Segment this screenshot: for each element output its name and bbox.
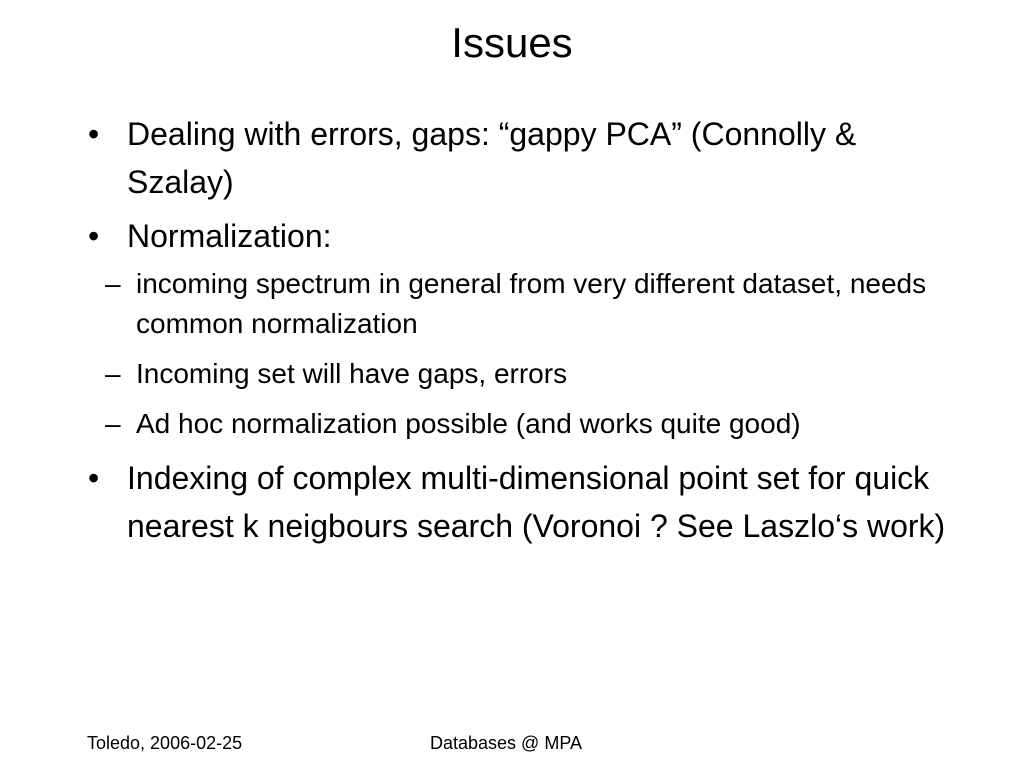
bullet-item xyxy=(88,454,968,550)
slide-title: Issues xyxy=(451,19,573,66)
bullet-list xyxy=(88,110,968,556)
sub-bullet-text: Ad hoc normalization possible (and works quite good) xyxy=(136,408,801,439)
bullet-text: Dealing with errors, gaps: “gappy PCA” (Connolly & Szalay) xyxy=(127,116,857,200)
bullet-text: Normalization: xyxy=(127,218,332,254)
bullet-marker: • xyxy=(88,116,100,152)
bullet-marker: • xyxy=(88,460,100,496)
dash-marker: – xyxy=(105,408,121,439)
footer-title: Databases @ MPA xyxy=(430,733,582,753)
dash-marker: – xyxy=(105,268,121,299)
sub-bullet-group xyxy=(92,264,968,444)
dash-marker: – xyxy=(105,358,121,389)
bullet-text: Indexing of complex multi-dimensional point set for quick nearest k neigbours search (Voronoi ? See Laszlo‘s work) xyxy=(127,460,946,544)
sub-bullet-item xyxy=(92,404,968,444)
sub-bullet-item xyxy=(92,354,968,394)
bullet-item xyxy=(88,212,968,260)
sub-bullet-text: Incoming set will have gaps, errors xyxy=(136,358,568,389)
sub-bullet-item xyxy=(92,264,968,344)
sub-bullet-list xyxy=(92,264,968,444)
bullet-marker: • xyxy=(88,218,100,254)
footer-location-date: Toledo, 2006-02-25 xyxy=(87,733,243,753)
bullet-item xyxy=(88,110,968,206)
sub-bullet-text: incoming spectrum in general from very different dataset, needs common normalization xyxy=(136,268,927,339)
